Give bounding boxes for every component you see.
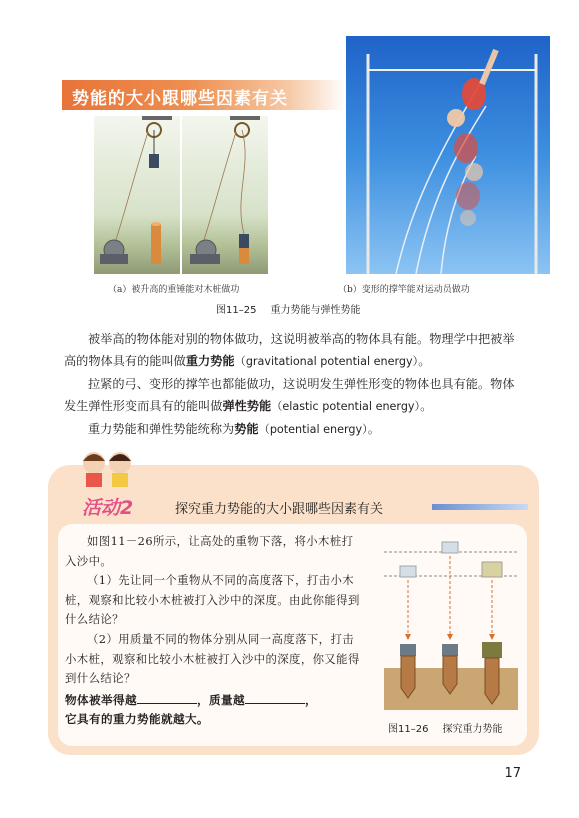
- activity-text: [65, 532, 365, 730]
- figure-11-26-label: 图11–26: [388, 724, 429, 735]
- blank-mass: [245, 691, 305, 704]
- figure-11-25-caption-a: （a）被升高的重锤能对木桩做功: [108, 285, 240, 295]
- term-elastic-potential-energy: 弹性势能: [222, 399, 272, 413]
- blank-height: [137, 691, 197, 704]
- section-title-bar: [62, 80, 346, 110]
- activity-title-bar: [432, 504, 528, 510]
- paragraph-gravitational: 被举高的物体能对别的物体做功，这说明被举高的物体具有能。物理学中把被举高的物体具有的能叫做重力势能（gravitational potential energy）。: [64, 332, 515, 368]
- figure-11-25-title: 重力势能与弹性势能: [270, 305, 361, 316]
- activity-intro: 如图11－26所示，让高处的重物下落，将小木桩打入沙中。: [65, 534, 354, 568]
- hammer-photo-1: [94, 116, 180, 274]
- figure-11-26-title: 探究重力势能: [442, 724, 503, 735]
- term-potential-energy: 势能: [234, 422, 259, 436]
- paragraph-potential: 重力势能和弹性势能统称为势能（potential energy）。: [88, 422, 380, 436]
- paragraph-elastic: 拉紧的弓、变形的撑竿也都能做功，这说明发生弹性形变的物体也具有能。物体发生弹性形变而具有的能叫做弹性势能（elastic potential energy）。: [64, 377, 515, 413]
- section-title: 势能的大小跟哪些因素有关: [72, 89, 288, 109]
- figure-11-25-label: 图11–25: [216, 305, 257, 316]
- kids-illustration: [78, 447, 138, 491]
- hammer-photo-2: [182, 116, 268, 274]
- figure-11-26-caption: [388, 720, 502, 735]
- falling-weight-diagram: [384, 538, 518, 710]
- term-gravitational-potential-energy: 重力势能: [185, 354, 235, 368]
- activity-label: 活动2: [82, 497, 134, 519]
- activity-step-2: （2）用质量不同的物体分别从同一高度落下，打击小木桩，观察和比较小木桩被打入沙中的深度，你又能得到什么结论？: [65, 631, 360, 686]
- body-text: [64, 328, 516, 441]
- page-number: 17: [504, 766, 521, 781]
- activity-conclusion: 物体被举得越 ，质量越 ， 它具有的重力势能就越大。: [65, 692, 317, 727]
- figure-11-25-caption: [216, 301, 360, 316]
- activity-title: 探究重力势能的大小跟哪些因素有关: [175, 502, 384, 517]
- activity-step-1: （1）先让同一个重物从不同的高度落下，打击小木桩，观察和比较小木桩被打入沙中的深度。由此你能得到什么结论？: [65, 573, 360, 627]
- figure-11-25-caption-b: （b）变形的撑竿能对运动员做功: [338, 285, 470, 295]
- pole-vault-photo: [346, 36, 550, 274]
